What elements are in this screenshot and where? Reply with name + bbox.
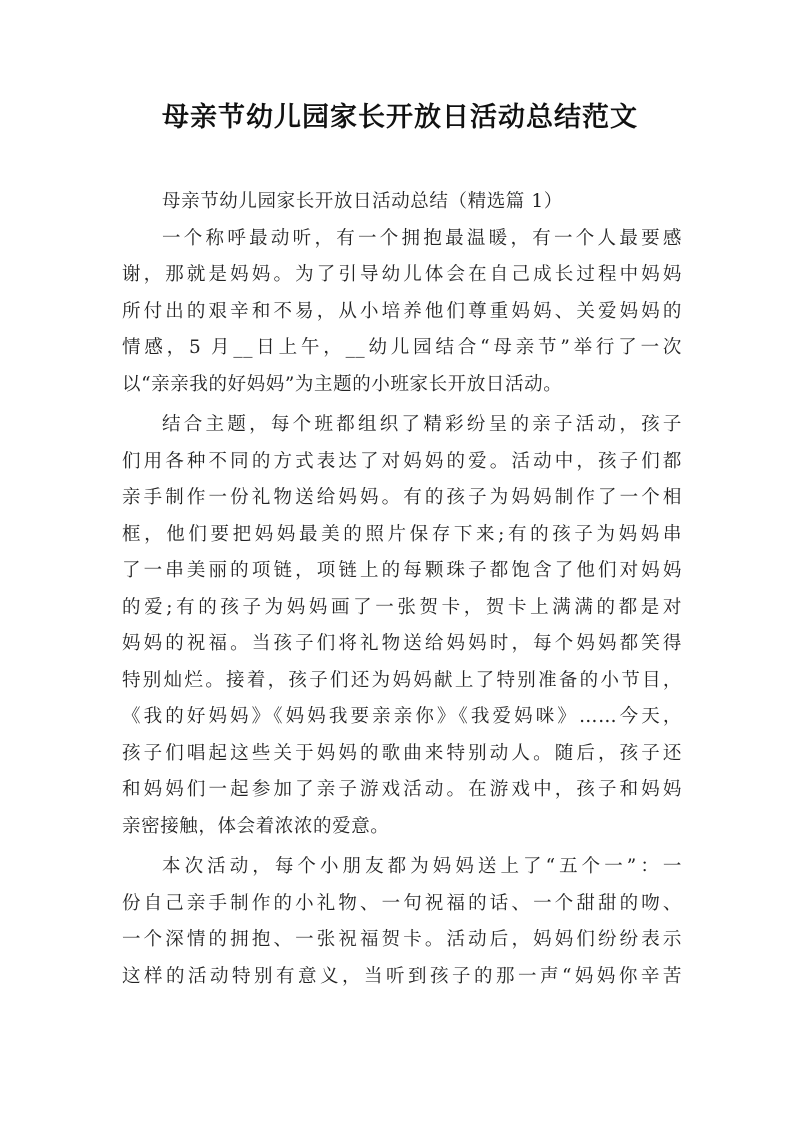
text-line: 特别灿烂。接着，孩子们还为妈妈献上了特别准备的小节目， [122, 669, 682, 691]
text-line: 所付出的艰辛和不易，从小培养他们尊重妈妈、关爱妈妈的 [122, 300, 682, 322]
paragraph-1 [122, 221, 682, 404]
paragraph-2 [122, 407, 682, 845]
text-line: 一个深情的拥抱、一张祝福贺卡。活动后，妈妈们纷纷表示 [122, 929, 682, 950]
text-line: 《我的好妈妈》《妈妈我要亲亲你》《我爱妈咪》……今天， [122, 706, 682, 727]
document-body [122, 184, 682, 995]
document-title: 母亲节幼儿园家长开放日活动总结范文 [162, 102, 638, 133]
paragraph-3 [122, 849, 682, 995]
text-line: 的爱;有的孩子为妈妈画了一张贺卡，贺卡上满满的都是对 [122, 596, 682, 618]
text-line: 亲密接触，体会着浓浓的爱意。 [122, 815, 390, 837]
text-line: 孩子们唱起这些关于妈妈的歌曲来特别动人。随后，孩子还 [122, 742, 682, 764]
text-line: 了一串美丽的项链，项链上的每颗珠子都饱含了他们对妈妈 [122, 560, 682, 581]
text-line: 本次活动，每个小朋友都为妈妈送上了“五个一”：一 [162, 856, 682, 877]
text-line: 们用各种不同的方式表达了对妈妈的爱。活动中，孩子们都 [122, 450, 682, 472]
text-line: 份自己亲手制作的小礼物、一句祝福的话、一个甜甜的吻、 [122, 892, 682, 914]
text-line: 以“亲亲我的好妈妈”为主题的小班家长开放日活动。 [122, 373, 563, 395]
text-line: 亲手制作一份礼物送给妈妈。有的孩子为妈妈制作了一个相 [122, 487, 682, 508]
text-line: 情感，5 月__日上午，__幼儿园结合“母亲节”举行了一次 [122, 337, 682, 358]
text-line: 结合主题，每个班都组织了精彩纷呈的亲子活动，孩子 [162, 414, 682, 435]
section-subtitle: 母亲节幼儿园家长开放日活动总结（精选篇 1） [162, 191, 563, 212]
text-line: 一个称呼最动听，有一个拥抱最温暖，有一个人最要感 [162, 227, 682, 249]
text-line: 框，他们要把妈妈最美的照片保存下来;有的孩子为妈妈串 [122, 523, 682, 545]
text-line: 谢，那就是妈妈。为了引导幼儿体会在自己成长过程中妈妈 [122, 264, 682, 285]
text-line: 和妈妈们一起参加了亲子游戏活动。在游戏中，孩子和妈妈 [122, 779, 682, 800]
text-line: 这样的活动特别有意义，当听到孩子的那一声“妈妈你辛苦 [122, 965, 682, 987]
text-line: 妈妈的祝福。当孩子们将礼物送给妈妈时，每个妈妈都笑得 [122, 633, 682, 654]
